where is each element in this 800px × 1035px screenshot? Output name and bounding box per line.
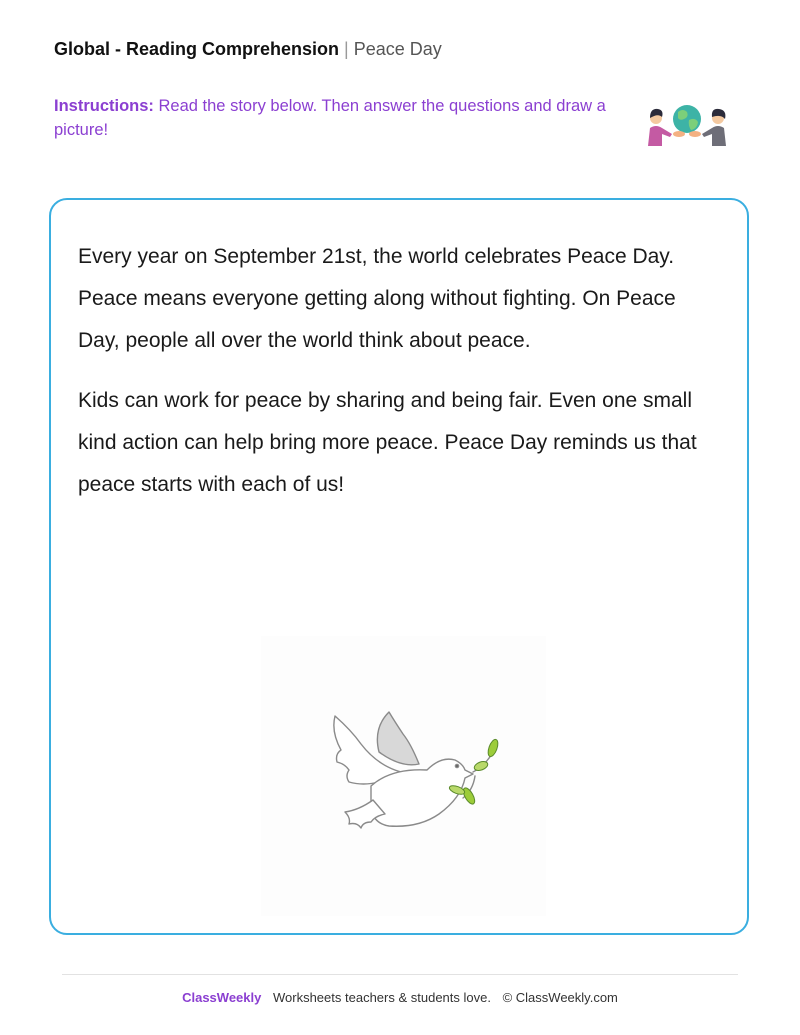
- footer: [0, 990, 800, 1005]
- title-separator: |: [344, 39, 349, 59]
- worksheet-title: Global - Reading Comprehension: [54, 39, 340, 59]
- footer-brand: ClassWeekly: [182, 990, 262, 1005]
- footer-copyright: © ClassWeekly.com: [502, 990, 618, 1005]
- worksheet-subtitle: Peace Day: [353, 39, 442, 59]
- footer-tagline: Worksheets teachers & students love.: [272, 990, 491, 1005]
- instructions-text: Read the story below. Then answer the questions and draw a picture!: [54, 97, 606, 139]
- footer-divider: [62, 974, 738, 975]
- dove-illustration: [261, 636, 546, 916]
- instructions-label: Instructions:: [54, 97, 154, 115]
- dove-with-olive-branch-icon: [261, 636, 546, 916]
- story-paragraph-1: Every year on September 21st, the world celebrates Peace Day. Peace means everyone getting along without fighting. On Peace Day, people all over the world think about peace.: [78, 245, 676, 352]
- story-box: [49, 198, 749, 935]
- kids-holding-globe-icon: [646, 100, 728, 150]
- story-paragraph-2: Kids can work for peace by sharing and being fair. Even one small kind action can help bring more peace. Peace Day reminds us that peace starts with each of us!: [78, 389, 697, 496]
- story-text: [78, 236, 718, 524]
- instructions: [54, 94, 614, 142]
- worksheet-header: [54, 38, 442, 60]
